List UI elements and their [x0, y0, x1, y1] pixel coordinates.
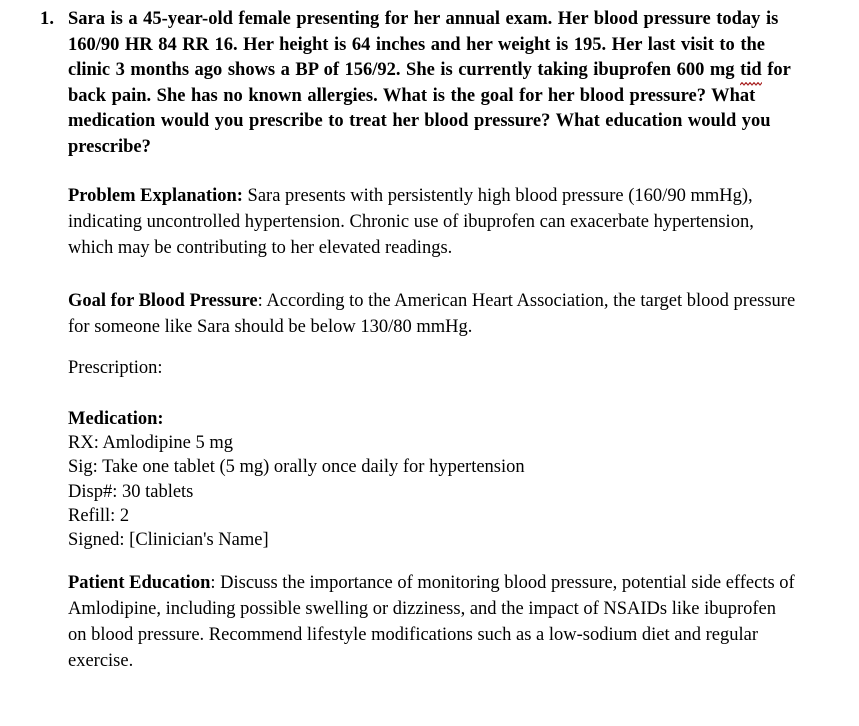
case-question-text: [68, 7, 800, 160]
case-question-part-2: for back pain. She has no known allergies. What is the goal for her blood pressure? What medication would you prescribe to treat her blood pressure? What education would you prescribe?: [68, 60, 791, 157]
medication-line-rx: RX: Amlodipine 5 mg: [68, 433, 233, 454]
medication-line-signed: Signed: [Clinician's Name]: [68, 530, 269, 551]
patient-education-body: : Discuss the importance of monitoring blood pressure, potential side effects of Amlodipine, including possible swelling or dizziness, and the impact of NSAIDs like ibuprofen on blood pressure. Recommend lifestyle modifications such as a low-sodium diet and regular exercise.: [68, 573, 795, 671]
misspelled-word-text: tid: [740, 60, 762, 80]
goal-for-blood-pressure-heading: Goal for Blood Pressure: [68, 291, 258, 311]
medication-line-dispense: Disp#: 30 tablets: [68, 481, 194, 502]
case-question-part-1: Sara is a 45-year-old female presenting for her annual exam. Her blood pressure today is 160/90 HR 84 RR 16. Her height is 64 inches and her weight is 195. Her last visit to the clinic 3 months ago shows a BP of 156/92. She is currently taking ibuprofen 600 mg: [68, 9, 779, 80]
goal-for-blood-pressure-paragraph: [68, 288, 803, 340]
case-question-item: [40, 7, 800, 160]
problem-explanation-paragraph: [68, 183, 790, 261]
medication-line-refill: Refill: 2: [68, 505, 130, 526]
list-marker: 1.: [40, 9, 55, 29]
patient-education-paragraph: [68, 570, 798, 674]
goal-for-blood-pressure-body: : According to the American Heart Association, the target blood pressure for someone like Sara should be below 130/80 mmHg.: [68, 291, 796, 337]
problem-explanation-body: Sara presents with persistently high blood pressure (160/90 mmHg), indicating uncontrolled hypertension. Chronic use of ibuprofen can exacerbate hypertension, which may be contributing to her elevated readings.: [68, 186, 754, 258]
problem-explanation-heading: Problem Explanation:: [68, 186, 243, 206]
misspelled-word: [740, 58, 762, 84]
medication-line-sig: Sig: Take one tablet (5 mg) orally once daily for hypertension: [68, 457, 525, 478]
prescription-heading-text: Prescription:: [68, 358, 163, 378]
prescription-heading: [68, 355, 799, 381]
patient-education-heading: Patient Education: [68, 573, 211, 593]
medication-heading: Medication:: [68, 409, 164, 429]
medication-block: [68, 407, 799, 552]
